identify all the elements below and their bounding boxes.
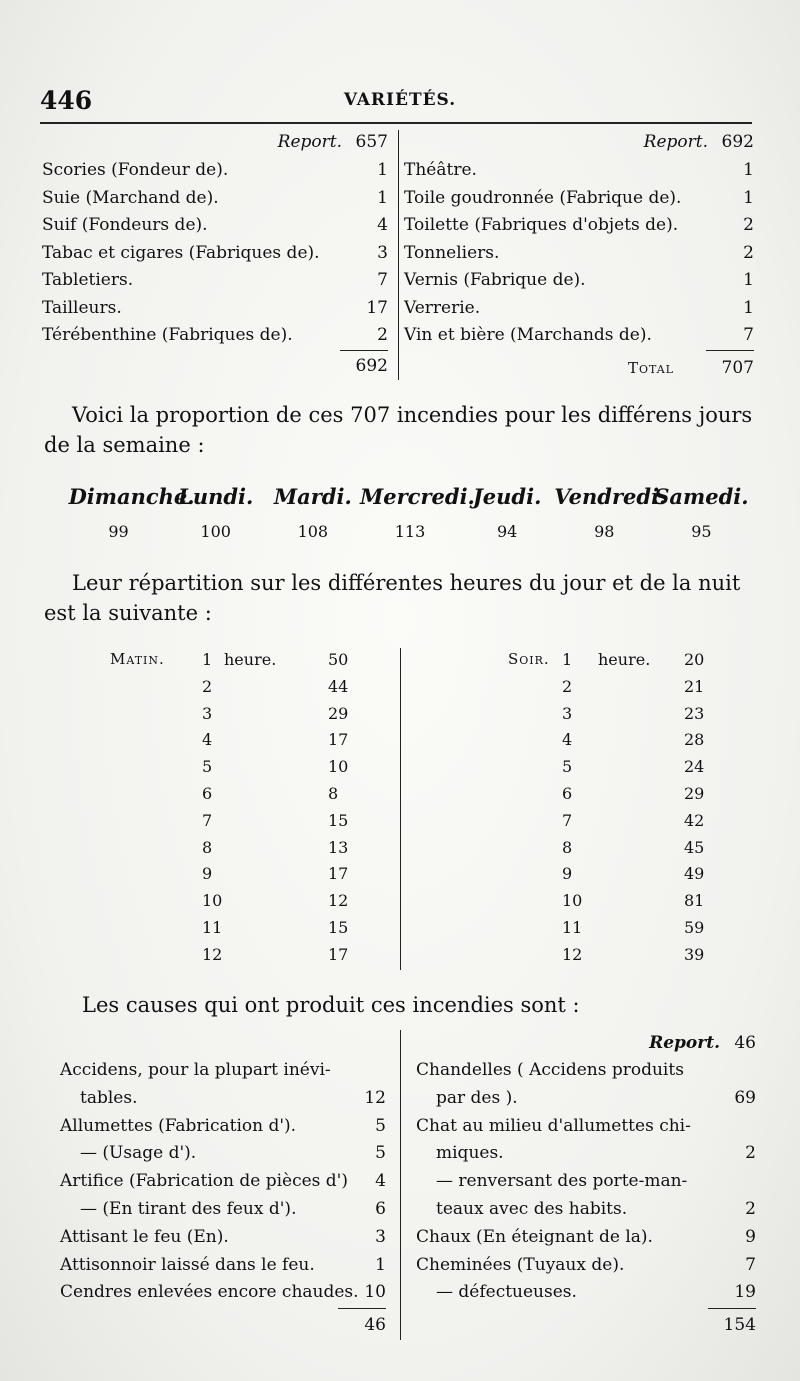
item-label: Tabac et cigares (Fabriques de). bbox=[42, 242, 320, 263]
sum-rule bbox=[340, 350, 388, 351]
list-item bbox=[60, 1196, 386, 1223]
hour-number: 11 bbox=[562, 918, 583, 937]
report-value: 692 bbox=[721, 132, 754, 152]
list-item bbox=[416, 1224, 756, 1251]
hour-number: 4 bbox=[202, 730, 213, 750]
hour-number: 3 bbox=[202, 703, 213, 723]
evening-count: 24 bbox=[684, 757, 705, 777]
item-value: 3 bbox=[375, 1226, 386, 1247]
list-item bbox=[416, 1057, 756, 1084]
list-item bbox=[404, 266, 754, 294]
weekday-values bbox=[70, 522, 750, 546]
hour-number: 2 bbox=[562, 676, 573, 696]
evening-count: 49 bbox=[684, 864, 705, 884]
item-value: 2 bbox=[745, 1143, 756, 1164]
list-item bbox=[60, 1252, 386, 1279]
table-column-right bbox=[404, 128, 754, 384]
paragraph-causes: Les causes qui ont produit ces incendies sont : bbox=[82, 993, 580, 1017]
item-value: 1 bbox=[743, 270, 754, 290]
report-row bbox=[404, 128, 754, 156]
weekday-names bbox=[70, 484, 750, 516]
hour-number: 8 bbox=[202, 837, 213, 857]
list-item bbox=[60, 1085, 386, 1112]
item-value: 1 bbox=[743, 160, 754, 180]
item-value: 1 bbox=[377, 187, 388, 208]
morning-count: 17 bbox=[328, 944, 349, 964]
subtotal-value: 154 bbox=[723, 1315, 756, 1335]
column-divider bbox=[398, 130, 399, 380]
unit-label: heure. bbox=[598, 650, 651, 669]
morning-count: 8 bbox=[328, 784, 339, 803]
sum-rule bbox=[338, 1308, 386, 1309]
subtotal bbox=[416, 1312, 756, 1339]
morning-count: 44 bbox=[328, 676, 349, 696]
item-value: 7 bbox=[377, 270, 388, 290]
item-value: 69 bbox=[734, 1087, 756, 1108]
weekday-value: 99 bbox=[108, 522, 129, 541]
item-label: Théâtre. bbox=[404, 160, 477, 180]
morning-count: 13 bbox=[328, 837, 349, 857]
item-value: 1 bbox=[743, 297, 754, 318]
weekday-value: 113 bbox=[394, 522, 426, 541]
hour-number: 5 bbox=[562, 757, 573, 777]
item-label: miques. bbox=[436, 1143, 504, 1164]
hour-row bbox=[110, 914, 750, 941]
evening-count: 45 bbox=[684, 837, 705, 857]
weekday-value: 95 bbox=[691, 522, 712, 541]
evening-label: Soir. bbox=[508, 650, 550, 668]
hour-row bbox=[110, 646, 750, 673]
item-label: Tailleurs. bbox=[42, 297, 122, 318]
evening-count: 23 bbox=[684, 703, 705, 723]
item-label: Vin et bière (Marchands de). bbox=[404, 325, 652, 345]
report-value: 657 bbox=[355, 132, 388, 152]
hour-number: 9 bbox=[202, 864, 213, 884]
hour-number: 7 bbox=[202, 810, 213, 830]
item-label: par des ). bbox=[436, 1087, 518, 1108]
hour-number: 7 bbox=[562, 810, 573, 830]
item-label: Tabletiers. bbox=[42, 270, 134, 290]
list-item bbox=[60, 1140, 386, 1167]
total-row bbox=[404, 354, 754, 382]
item-value: 1 bbox=[377, 160, 388, 180]
hour-number: 1 bbox=[562, 650, 573, 669]
item-label: Tonneliers. bbox=[404, 242, 500, 263]
sum-rule bbox=[706, 350, 754, 351]
item-label: teaux avec des habits. bbox=[436, 1199, 628, 1219]
item-label: Toilette (Fabriques d'objets de). bbox=[404, 215, 679, 235]
morning-count: 50 bbox=[328, 650, 349, 669]
morning-count: 17 bbox=[328, 730, 349, 750]
weekday-value: 108 bbox=[297, 522, 329, 541]
list-item bbox=[404, 321, 754, 349]
list-item bbox=[42, 211, 388, 239]
item-label: — renversant des porte-man- bbox=[436, 1171, 688, 1192]
list-item bbox=[60, 1279, 386, 1306]
morning-label: Matin. bbox=[110, 650, 165, 668]
hour-row bbox=[110, 726, 750, 753]
hour-row bbox=[110, 887, 750, 914]
list-item bbox=[416, 1279, 756, 1306]
unit-label: heure. bbox=[224, 650, 277, 669]
list-item bbox=[42, 239, 388, 267]
hour-number: 12 bbox=[202, 944, 223, 964]
item-value: 10 bbox=[364, 1282, 386, 1303]
weekday-value: 94 bbox=[496, 522, 518, 541]
hour-row bbox=[110, 700, 750, 727]
evening-count: 59 bbox=[684, 918, 705, 937]
item-value: 4 bbox=[377, 215, 388, 235]
item-label: Térébenthine (Fabriques de). bbox=[42, 325, 293, 345]
item-value: 9 bbox=[745, 1226, 756, 1247]
list-item bbox=[404, 156, 754, 184]
item-label: Vernis (Fabrique de). bbox=[404, 270, 586, 290]
causes-column-right bbox=[416, 1030, 756, 1350]
hour-row bbox=[110, 834, 750, 861]
item-label: Chaux (En éteignant de la). bbox=[416, 1226, 653, 1247]
subtotal-value: 692 bbox=[355, 356, 388, 376]
paragraph-weekdays: Voici la proportion de ces 707 incendies pour les différens jours de la semaine : bbox=[44, 403, 753, 457]
hour-row bbox=[110, 860, 750, 887]
item-value: 7 bbox=[745, 1254, 756, 1275]
item-label: Scories (Fondeur de). bbox=[42, 160, 229, 180]
table-column-left bbox=[42, 128, 388, 384]
hour-number: 8 bbox=[562, 837, 573, 857]
hour-number: 4 bbox=[562, 730, 573, 750]
weekday-name: Mercredi. bbox=[360, 484, 475, 509]
item-value: 3 bbox=[377, 242, 388, 263]
item-value: 19 bbox=[734, 1282, 756, 1303]
list-item bbox=[404, 211, 754, 239]
evening-count: 21 bbox=[684, 676, 705, 696]
report-row bbox=[416, 1030, 756, 1057]
item-label: Cendres enlevées encore chaudes. bbox=[60, 1282, 359, 1303]
report-label: Report. bbox=[643, 132, 708, 152]
morning-count: 10 bbox=[328, 757, 349, 777]
hour-number: 3 bbox=[562, 703, 573, 723]
item-value: 2 bbox=[377, 325, 388, 345]
weekday-name: Mardi. bbox=[273, 484, 352, 509]
subtotal-value: 46 bbox=[364, 1315, 386, 1335]
weekday-name: Vendredi. bbox=[554, 484, 667, 509]
item-label: — défectueuses. bbox=[436, 1282, 577, 1303]
list-item bbox=[416, 1140, 756, 1167]
report-label: Report. bbox=[649, 1033, 720, 1053]
item-label: Suif (Fondeurs de). bbox=[42, 215, 208, 235]
hour-number: 1 bbox=[202, 650, 213, 669]
page-header bbox=[40, 86, 760, 116]
list-item bbox=[404, 239, 754, 267]
morning-count: 15 bbox=[328, 810, 349, 830]
column-divider bbox=[400, 1030, 401, 1340]
list-item bbox=[416, 1113, 756, 1140]
hour-number: 12 bbox=[562, 944, 583, 964]
page-number: 446 bbox=[40, 86, 93, 115]
item-label: Artifice (Fabrication de pièces d') bbox=[60, 1171, 348, 1192]
hour-row bbox=[110, 807, 750, 834]
hour-row bbox=[110, 941, 750, 968]
evening-count: 29 bbox=[684, 784, 705, 803]
item-label: Chat au milieu d'allumettes chi- bbox=[416, 1115, 691, 1136]
trades-table bbox=[42, 128, 754, 384]
morning-count: 29 bbox=[328, 703, 349, 723]
hours-table bbox=[110, 646, 750, 976]
item-value: 2 bbox=[745, 1199, 756, 1219]
list-item bbox=[60, 1168, 386, 1195]
total-label: Total bbox=[627, 359, 674, 377]
item-value: 5 bbox=[375, 1115, 386, 1136]
list-item bbox=[416, 1085, 756, 1112]
total-value: 707 bbox=[721, 358, 754, 378]
item-label: Cheminées (Tuyaux de). bbox=[416, 1254, 625, 1275]
item-value: 5 bbox=[375, 1143, 386, 1164]
weekday-name: Dimanche. bbox=[68, 484, 195, 509]
item-value: 17 bbox=[366, 297, 388, 318]
item-value: 2 bbox=[743, 215, 754, 235]
hour-number: 6 bbox=[202, 784, 213, 803]
item-label: Toile goudronnée (Fabrique de). bbox=[404, 187, 682, 208]
hour-row bbox=[110, 673, 750, 700]
header-rule bbox=[40, 122, 752, 124]
report-label: Report. bbox=[277, 132, 342, 152]
evening-count: 42 bbox=[684, 810, 705, 830]
evening-count: 39 bbox=[684, 944, 705, 964]
causes-column-left bbox=[60, 1030, 386, 1350]
item-label: — (Usage d'). bbox=[80, 1143, 197, 1164]
item-value: 4 bbox=[375, 1171, 386, 1192]
list-item bbox=[404, 294, 754, 322]
subtotal bbox=[60, 1312, 386, 1339]
list-item bbox=[416, 1252, 756, 1279]
item-value: 2 bbox=[743, 242, 754, 263]
morning-count: 15 bbox=[328, 918, 349, 937]
item-value: 12 bbox=[364, 1087, 386, 1108]
item-value: 1 bbox=[743, 187, 754, 208]
hour-number: 5 bbox=[202, 757, 213, 777]
hour-number: 10 bbox=[202, 891, 223, 911]
hour-number: 2 bbox=[202, 676, 213, 696]
item-label: Attisant le feu (En). bbox=[60, 1226, 229, 1247]
item-label: Verrerie. bbox=[404, 297, 481, 318]
list-item bbox=[42, 266, 388, 294]
item-label: — (En tirant des feux d'). bbox=[80, 1199, 297, 1219]
list-item bbox=[42, 184, 388, 212]
hour-row bbox=[110, 780, 750, 807]
hour-number: 6 bbox=[562, 784, 573, 803]
item-label: Suie (Marchand de). bbox=[42, 187, 219, 208]
sum-rule bbox=[708, 1308, 756, 1309]
list-item bbox=[60, 1057, 386, 1084]
list-item bbox=[42, 294, 388, 322]
morning-count: 12 bbox=[328, 891, 349, 911]
running-title: VARIÉTÉS. bbox=[343, 90, 457, 110]
weekday-name: Samedi. bbox=[654, 484, 749, 509]
list-item bbox=[60, 1113, 386, 1140]
item-label: Allumettes (Fabrication d'). bbox=[60, 1115, 297, 1136]
subtotal bbox=[42, 352, 388, 380]
weekday-name: Jeudi. bbox=[472, 484, 542, 509]
item-label: Chandelles ( Accidens produits bbox=[416, 1060, 684, 1080]
list-item bbox=[404, 184, 754, 212]
report-row bbox=[42, 128, 388, 156]
item-value: 6 bbox=[375, 1199, 386, 1219]
paragraph-hours: Leur répartition sur les différentes heures du jour et de la nuit est la suivante : bbox=[44, 571, 741, 625]
weekday-name: Lundi. bbox=[178, 484, 254, 509]
item-value: 7 bbox=[743, 325, 754, 345]
weekday-value: 98 bbox=[594, 522, 615, 541]
list-item bbox=[416, 1196, 756, 1223]
hour-number: 11 bbox=[202, 918, 223, 937]
item-value: 1 bbox=[375, 1254, 386, 1275]
hour-row bbox=[110, 753, 750, 780]
causes-table bbox=[60, 1030, 756, 1350]
hour-number: 10 bbox=[562, 891, 583, 911]
list-item bbox=[42, 156, 388, 184]
report-value: 46 bbox=[734, 1033, 756, 1053]
item-label: Accidens, pour la plupart inévi- bbox=[60, 1060, 331, 1080]
list-item bbox=[42, 321, 388, 349]
item-label: tables. bbox=[80, 1087, 138, 1108]
evening-count: 20 bbox=[684, 650, 705, 669]
morning-count: 17 bbox=[328, 864, 349, 884]
item-label: Attisonnoir laissé dans le feu. bbox=[60, 1254, 315, 1275]
evening-count: 81 bbox=[684, 891, 705, 911]
weekday-value: 100 bbox=[200, 522, 231, 541]
evening-count: 28 bbox=[684, 730, 705, 750]
list-item bbox=[416, 1168, 756, 1195]
list-item bbox=[60, 1224, 386, 1251]
hour-number: 9 bbox=[562, 864, 573, 884]
